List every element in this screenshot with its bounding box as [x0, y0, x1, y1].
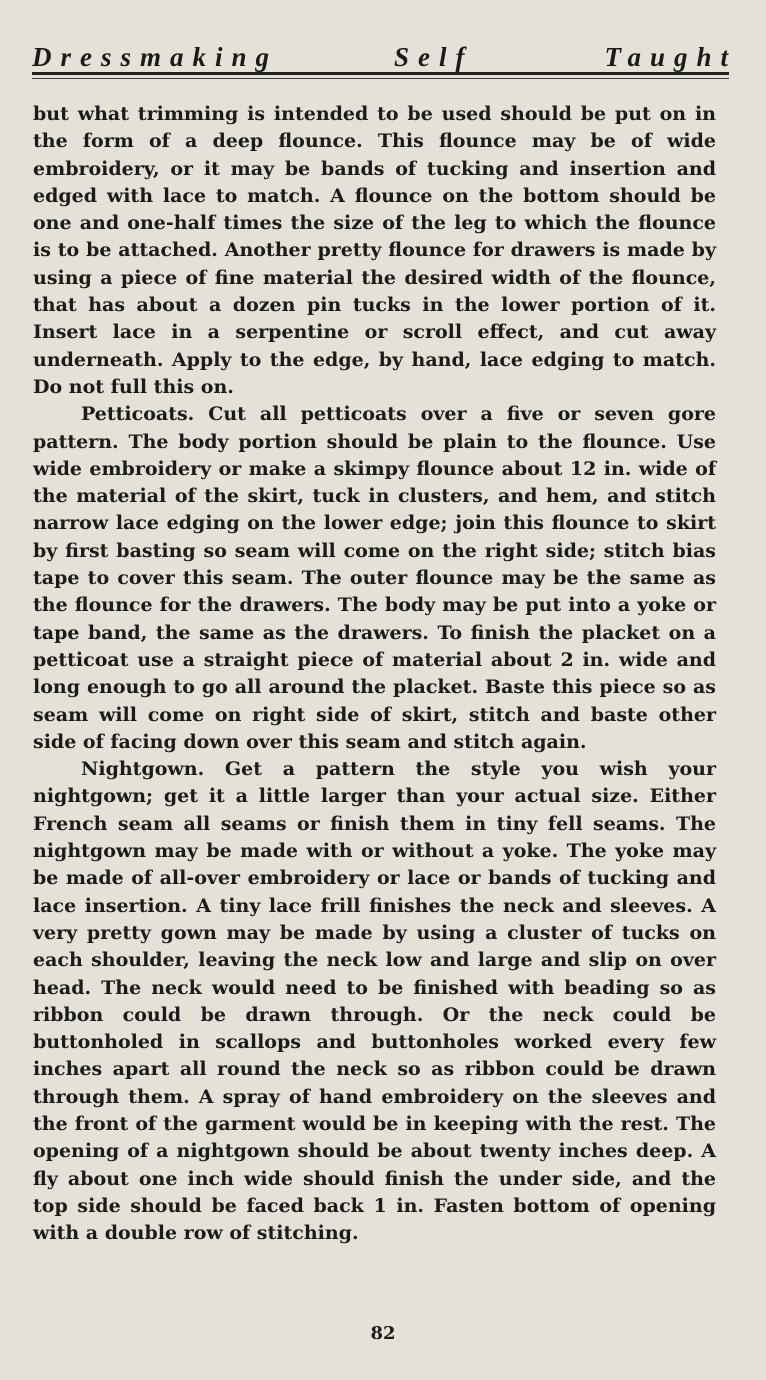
header-rule-thick: [32, 72, 729, 75]
page-number: 82: [370, 1323, 396, 1344]
paragraph-petticoats: Petticoats. Cut all petticoats over a five or seven gore pattern. The body portion should be plain to the flounce. Use wide embroidery or make a skimpy flounce about 12 in. wide of the material of the skirt, tuck in clusters, and hem, and stitch narrow lace edging on the lower edge; join this flounce to skirt by first basting so seam will come on the right side; stitch bias tape to cover this seam. The outer flounce may be the same as the flounce for the drawers. The body may be put into a yoke or tape band, the same as the drawers. To finish the placket on a petticoat use a straight piece of material about 2 in. wide and long enough to go all around the placket. Baste this piece so as seam will come on right side of skirt, stitch and baste other side of facing down over this seam and stitch again.: [33, 403, 716, 753]
running-head-left: Dressmaking: [32, 42, 279, 72]
running-head: [32, 40, 737, 74]
body-text: [33, 101, 716, 1247]
running-head-right: Taught: [604, 42, 737, 72]
header-rule-thin: [32, 78, 729, 79]
running-head-middle: Self: [394, 42, 474, 72]
paragraph-drawers-flounce: but what trimming is intended to be used should be put on in the form of a deep flounce. This flounce may be of wide embroidery, or it may be bands of tucking and insertion and edged with lace to match. A flounce on the bottom should be one and one-half times the size of the leg to which the flounce is to be attached. Another pretty flounce for drawers is made by using a piece of fine material the desired width of the flounce, that has about a dozen pin tucks in the lower portion of it. Insert lace in a serpentine or scroll effect, and cut away underneath. Apply to the edge, by hand, lace edging to match. Do not full this on.: [33, 103, 716, 398]
paragraph-nightgown: Nightgown. Get a pattern the style you wish your nightgown; get it a little larger than your actual size. Either French seam all seams or finish them in tiny fell seams. The nightgown may be made with or without a yoke. The yoke may be made of all-over embroidery or lace or bands of tucking and lace insertion. A tiny lace frill finishes the neck and sleeves. A very pretty gown may be made by using a cluster of tucks on each shoulder, leaving the neck low and large and slip on over head. The neck would need to be finished with beading so as ribbon could be drawn through. Or the neck could be buttonholed in scallops and buttonholes worked every few inches apart all round the neck so as ribbon could be drawn through them. A spray of hand embroidery on the sleeves and the front of the garment would be in keeping with the rest. The opening of a nightgown should be about twenty inches deep. A fly about one inch wide should finish the under side, and the top side should be faced back 1 in. Fasten bottom of opening with a double row of stitching.: [33, 758, 716, 1245]
